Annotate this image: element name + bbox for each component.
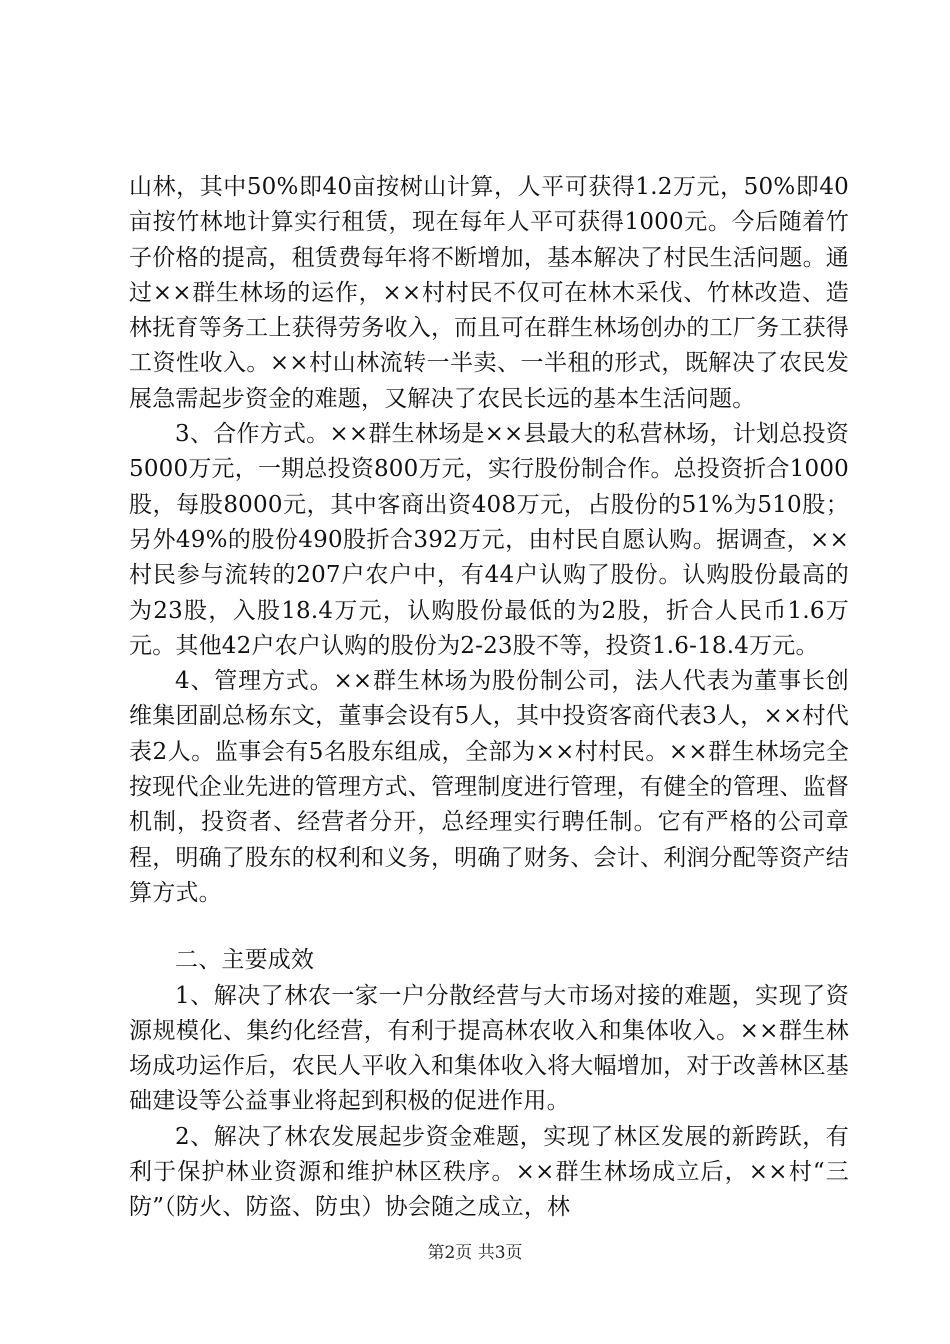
paragraph-cooperation-method: 3、合作方式。××群生林场是××县最大的私营林场，计划总投资5000万元，一期总投资800万元，实行股份制合作。总投资折合1000股，每股8000元，其中客商出资408万元，占股份的51%为510股；另外49%的股份490股折合392万元，由村民自愿认购。据调查，××村民参与流转的207户农户中，有44户认购了股份。认购股份最高的为23股，入股18.4万元，认购股份最低的为2股，折合人民币1.6万元。其他42户农户认购的股份为2-23股不等，投资1.6-18.4万元。 xyxy=(129,421,849,659)
paragraph-management-method: 4、管理方式。××群生林场为股份制公司，法人代表为董事长创维集团副总杨东文，董事会设有5人，其中投资客商代表3人，××村代表2人。监事会有5名股东组成，全部为××村村民。××群生林场完全按现代企业先进的管理方式、管理制度进行管理，有健全的管理、监督机制，投资者、经营者分开，总经理实行聘任制。它有严格的公司章程，明确了股东的权利和义务，明确了财务、会计、利润分配等资产结算方式。 xyxy=(129,668,849,906)
page-footer: 第2页 共3页 xyxy=(427,1243,523,1263)
section-heading-main-results: 二、主要成效 xyxy=(175,947,315,974)
document-body xyxy=(129,170,849,1226)
paragraph-continuation: 山林，其中50%即40亩按树山计算，人平可获得1.2万元，50%即40亩按竹林地计算实行租赁，现在每年人平可获得1000元。今后随着竹子价格的提高，租赁费每年将不断增加，基本解决了村民生活问题。通过××群生林场的运作，××村村民不仅可在林木采伐、竹林改造、造林抚育等务工上获得劳务收入，而且可在群生林场创办的工厂务工获得工资性收入。××村山林流转一半卖、一半租的形式，既解决了农民发展急需起步资金的难题，又解决了农民长远的基本生活问题。 xyxy=(129,174,849,412)
paragraph-result-two: 2、解决了林农发展起步资金难题，实现了林区发展的新跨跃，有利于保护林业资源和维护林区秩序。××群生林场成立后，××村“三防”（防火、防盗、防虫）协会随之成立，林 xyxy=(129,1123,849,1221)
paragraph-result-one: 1、解决了林农一家一户分散经营与大市场对接的难题，实现了资源规模化、集约化经营，有利于提高林农收入和集体收入。××群生林场成功运作后，农民人平收入和集体收入将大幅增加，对于改善林区基础建设等公益事业将起到积极的促进作用。 xyxy=(129,982,849,1115)
